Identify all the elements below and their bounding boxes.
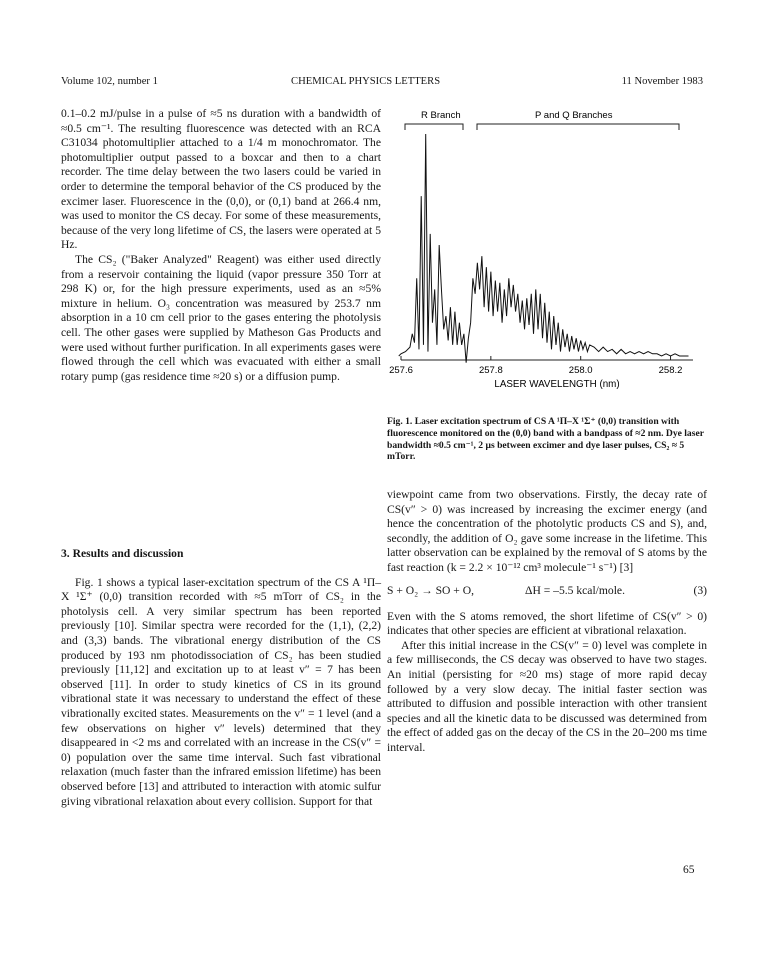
pq-branch-bracket <box>477 124 679 130</box>
results-section <box>61 547 381 809</box>
x-tick-label: 258.2 <box>658 365 683 376</box>
page-number: 65 <box>683 864 695 876</box>
r-branch-bracket <box>405 124 463 130</box>
equation-reaction: S + O₂ → SO + O, <box>387 583 475 597</box>
equation-number: (3) <box>693 583 707 597</box>
left-column-top <box>61 107 381 384</box>
right-column <box>387 488 707 756</box>
r-branch-label: R Branch <box>421 110 461 121</box>
paragraph-decay: After this initial increase in the CS(v″ = 0) level was complete in a few milliseconds, the CS decay was observed to have two stages. An initial (persisting for ≈20 ms) stage of more rapid decay followed by a very slow decay. The initial faster section was attributed to diffusion and possible interaction with other transient species and all the kinetic data to be discussed was determined from the effect of added gas on the decay of the CS in the 20–200 ms time interval. <box>387 638 707 754</box>
equation-enthalpy: ΔH = –5.5 kcal/mole. <box>525 583 625 597</box>
journal-title: CHEMICAL PHYSICS LETTERS <box>291 76 441 87</box>
volume-label: Volume 102, number 1 <box>61 76 158 87</box>
paragraph-methods: 0.1–0.2 mJ/pulse in a pulse of ≈5 ns duration with a bandwidth of ≈0.5 cm⁻¹. The resulting fluorescence was detected with an RCA C31034 photomultiplier attached to a 1/4 m monochromator. The photomultiplier output passed to a boxcar and then to a chart recorder. The time delay between the two lasers could be varied in order to determine the temporal behavior of the CS produced by the excimer laser. Fluorescence in the (0,0), or (0,1) band at 266.4 nm, was used to monitor the CS decay. For some of these measurements, because of the very long lifetime of CS, the lasers were operated at 5 Hz. <box>61 107 381 252</box>
spectrum-chart <box>387 104 707 404</box>
x-tick-label: 258.0 <box>568 365 593 376</box>
x-tick-label: 257.6 <box>389 365 413 376</box>
running-head <box>61 76 703 90</box>
pq-branch-label: P and Q Branches <box>535 110 613 121</box>
x-axis-label: LASER WAVELENGTH (nm) <box>494 379 620 390</box>
figure-1 <box>387 104 707 404</box>
paragraph-results: Fig. 1 shows a typical laser-excitation spectrum of the CS A ¹Π–X ¹Σ⁺ (0,0) transition recorded with ≈5 mTorr of CS₂ in the photolysis cell. A very similar spectrum has been reported previously [10]. Similar spectra were recorded for the (1,1), (2,2) and (3,3) bands. The vibrational energy distribution of the CS produced by 193 nm photodissociation of CS₂ has been studied previously [11,12] and excitation up to at least v″ = 7 has been observed [11]. In order to study kinetics of CS in its ground vibrational state it was necessary to understand the effect of these vibrationally excited states. Measurements on the v″ = 1 level (and a few observations on higher v″ levels) determined that they disappeared in <2 ms and correlated with an increase in the CS(v″ = 0) population over the same time interval. Such fast vibrational relaxation (much faster than the infrared emission lifetime) has been observed before [13] and attributed to interaction with atomic sulfur giving vibrational relaxation about every collision. Support for that <box>61 575 381 808</box>
equation-3 <box>387 584 707 600</box>
paragraph-relaxation: Even with the S atoms removed, the short lifetime of CS(v″ > 0) indicates that other species are efficient at vibrational relaxation. <box>387 609 707 638</box>
issue-date: 11 November 1983 <box>621 76 703 87</box>
section-heading: 3. Results and discussion <box>61 547 184 560</box>
figure-caption: Fig. 1. Laser excitation spectrum of CS A ¹Π–X ¹Σ⁺ (0,0) transition with fluorescence monitored on the (0,0) band with a bandpass of ≈2 nm. Dye laser bandwidth ≈0.5 cm⁻¹, 2 μs between excimer and dye laser pulses, CS₂ ≈ 5 mTorr. <box>387 416 704 463</box>
spectrum-trace <box>399 134 689 363</box>
paragraph-gases: The CS₂ ("Baker Analyzed" Reagent) was either used directly from a reservoir containing the liquid (vapor pressure 350 Torr at 298 K) or, for the high pressure experiments, used as an ≈5% mixture in helium. O₃ concentration was measured by 253.7 nm absorption in a 10 cm cell prior to the gases entering the photolysis cell. The other gases were supplied by Matheson Gas Products and were used without further purification. In all experiments gases were flowed through the cell which was evacuated with either a small rotary pump (gas residence time ≈20 s) or a diffusion pump. <box>61 252 381 383</box>
x-tick-label: 257.8 <box>478 365 503 376</box>
paragraph-viewpoint: viewpoint came from two observations. Firstly, the decay rate of CS(v″ > 0) was increased by increasing the excimer energy (and hence the concentration of the photolytic products CS and S), and, secondly, the addition of O₂ gave some increase in the lifetime. This latter observation can be explained by the removal of S atoms by the fast reaction (k = 2.2 × 10⁻¹² cm³ molecule⁻¹ s⁻¹) [3] <box>387 488 707 574</box>
